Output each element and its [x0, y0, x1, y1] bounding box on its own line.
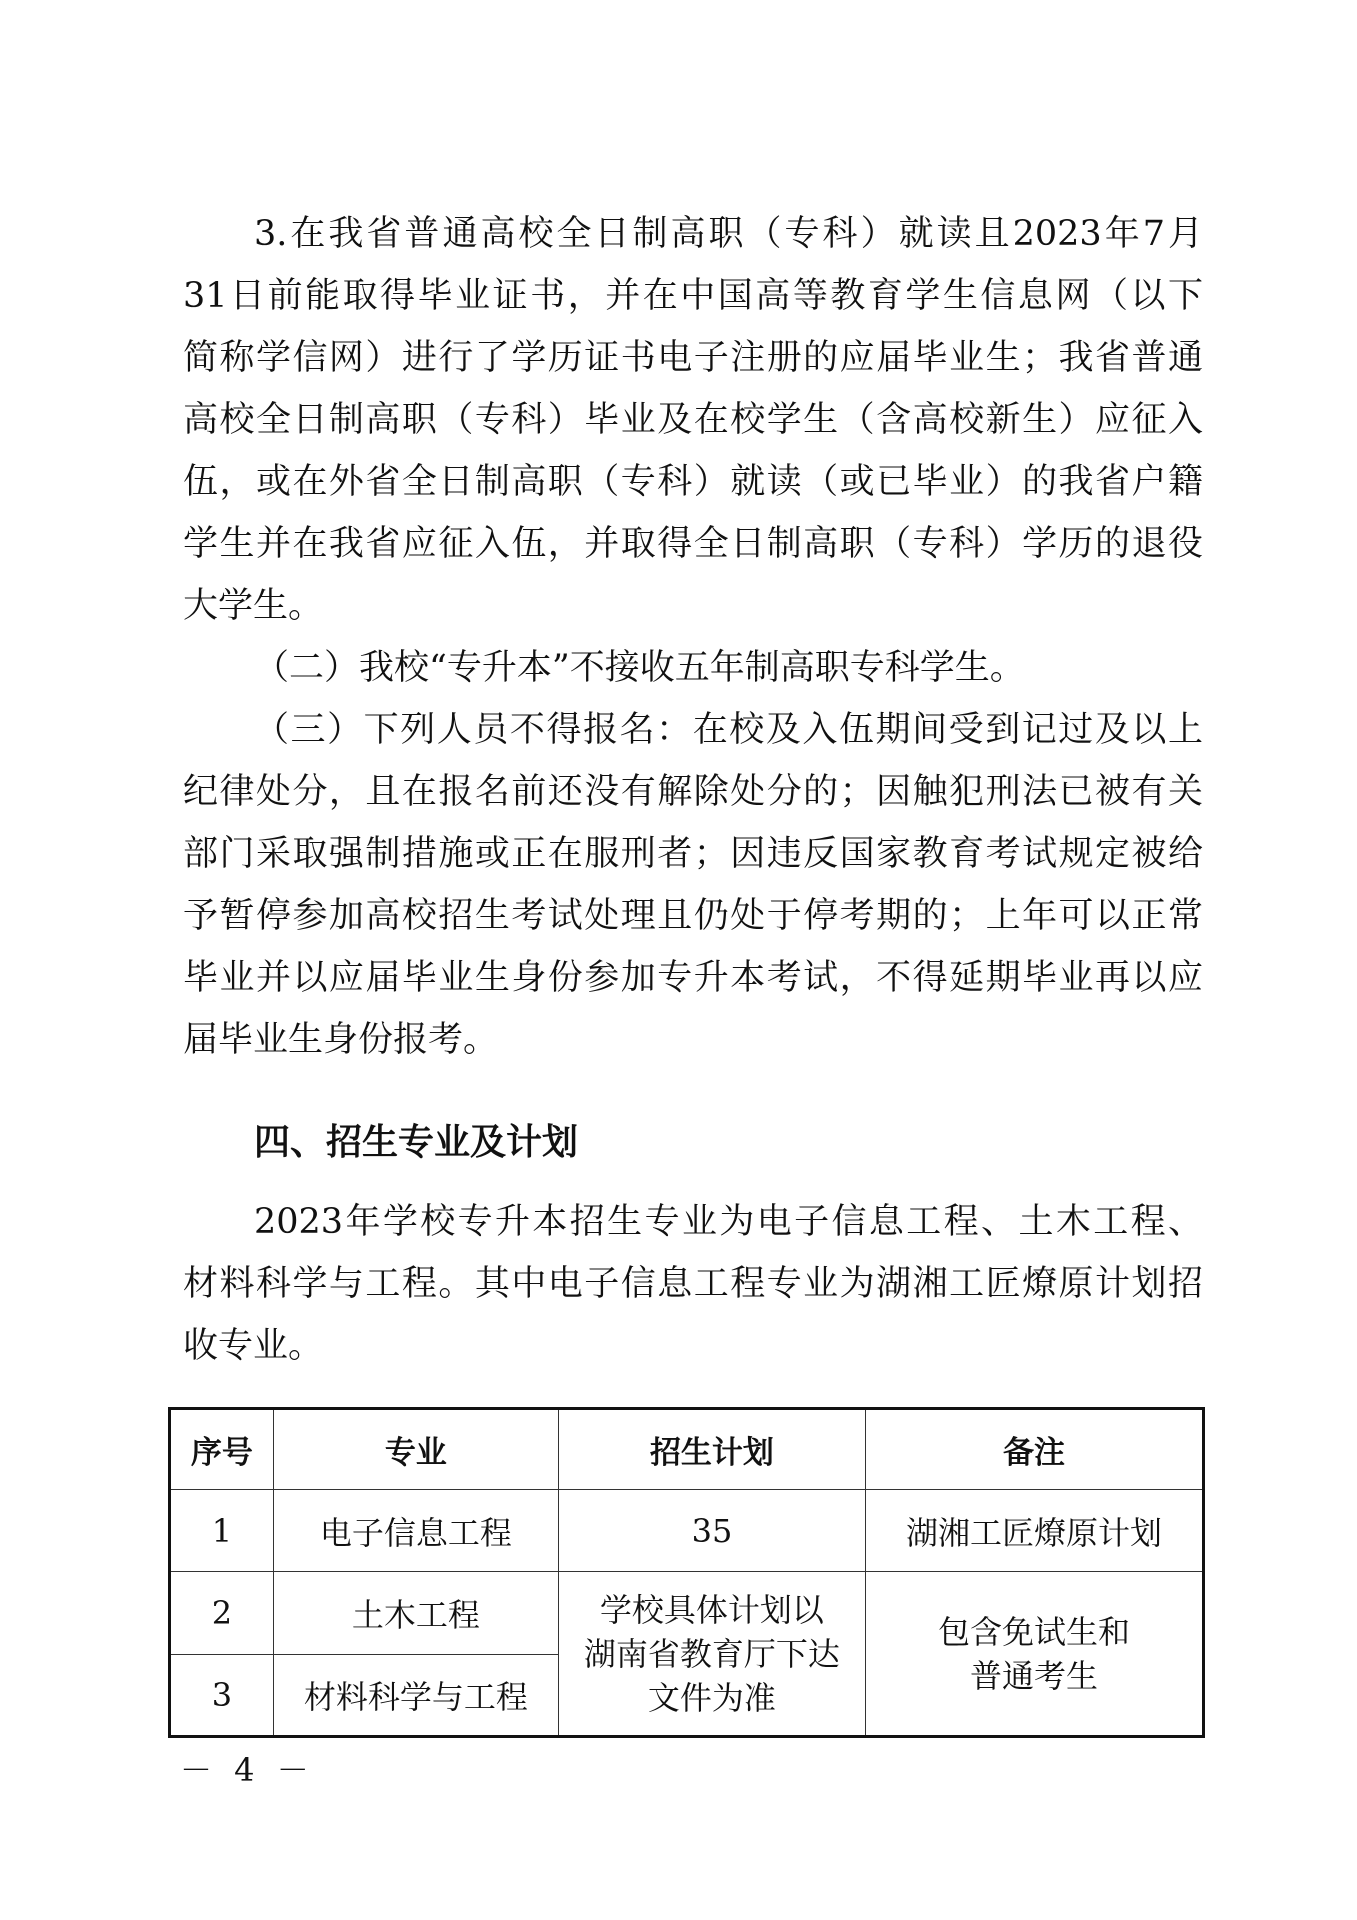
- paragraph-line: 届毕业生身份报考。: [183, 1020, 499, 1060]
- header-serial-number: 序号: [170, 1409, 274, 1490]
- table-row: [170, 1572, 1204, 1655]
- paragraph-line: （二）我校“专升本”不接收五年制高职专科学生。: [254, 648, 1025, 688]
- header-remarks: 备注: [865, 1409, 1203, 1490]
- page-number: － 4 －: [180, 1751, 315, 1789]
- paragraph-line: 毕业并以应届毕业生身份参加专升本考试，不得延期毕业再以应: [183, 958, 1203, 998]
- paragraph-line: 予暂停参加高校招生考试处理且仍处于停考期的；上年可以正常: [183, 896, 1203, 936]
- cell-serial-number: 2: [170, 1572, 274, 1655]
- cell-major: 土木工程: [273, 1572, 558, 1655]
- paragraph-line: 伍，或在外省全日制高职（专科）就读（或已毕业）的我省户籍: [183, 462, 1203, 502]
- table-row: [170, 1490, 1204, 1572]
- remarks-line: 普通考生: [969, 1656, 1098, 1695]
- plan-note-line: 文件为准: [647, 1678, 776, 1717]
- enrollment-plan-table: [168, 1407, 1205, 1738]
- cell-serial-number: 1: [170, 1490, 274, 1572]
- cell-serial-number: 3: [170, 1655, 274, 1737]
- plan-note-line: 学校具体计划以: [599, 1590, 824, 1629]
- paragraph-line: 3.在我省普通高校全日制高职（专科）就读且2023年7月: [254, 214, 1203, 254]
- paragraph-line: 收专业。: [183, 1326, 324, 1366]
- remarks-line: 包含免试生和: [937, 1612, 1130, 1651]
- section-heading: 四、招生专业及计划: [254, 1122, 579, 1163]
- cell-remarks: 湖湘工匠燎原计划: [865, 1490, 1203, 1572]
- header-enrollment-plan: 招生计划: [558, 1409, 865, 1490]
- cell-major: 材料科学与工程: [273, 1655, 558, 1737]
- paragraph-line: 部门采取强制措施或正在服刑者；因违反国家教育考试规定被给: [183, 834, 1203, 874]
- cell-enrollment-plan-merged: [558, 1572, 865, 1737]
- paragraph-line: 高校全日制高职（专科）毕业及在校学生（含高校新生）应征入: [183, 400, 1203, 440]
- header-major: 专业: [273, 1409, 558, 1490]
- paragraph-line: 学生并在我省应征入伍，并取得全日制高职（专科）学历的退役: [183, 524, 1203, 564]
- paragraph-line: （三）下列人员不得报名：在校及入伍期间受到记过及以上: [254, 710, 1203, 750]
- paragraph-line: 材料科学与工程。其中电子信息工程专业为湖湘工匠燎原计划招: [183, 1264, 1203, 1304]
- paragraph-line: 简称学信网）进行了学历证书电子注册的应届毕业生；我省普通: [183, 338, 1203, 378]
- paragraph-line: 31日前能取得毕业证书，并在中国高等教育学生信息网（以下: [183, 276, 1203, 316]
- cell-remarks-merged: [865, 1572, 1203, 1737]
- cell-major: 电子信息工程: [273, 1490, 558, 1572]
- paragraph-line: 2023年学校专升本招生专业为电子信息工程、土木工程、: [254, 1202, 1203, 1242]
- cell-enrollment-plan: 35: [558, 1490, 865, 1572]
- plan-note-line: 湖南省教育厅下达: [583, 1634, 840, 1673]
- paragraph-line: 纪律处分，且在报名前还没有解除处分的；因触犯刑法已被有关: [183, 772, 1203, 812]
- paragraph-line: 大学生。: [183, 586, 324, 626]
- table-header-row: [170, 1409, 1204, 1490]
